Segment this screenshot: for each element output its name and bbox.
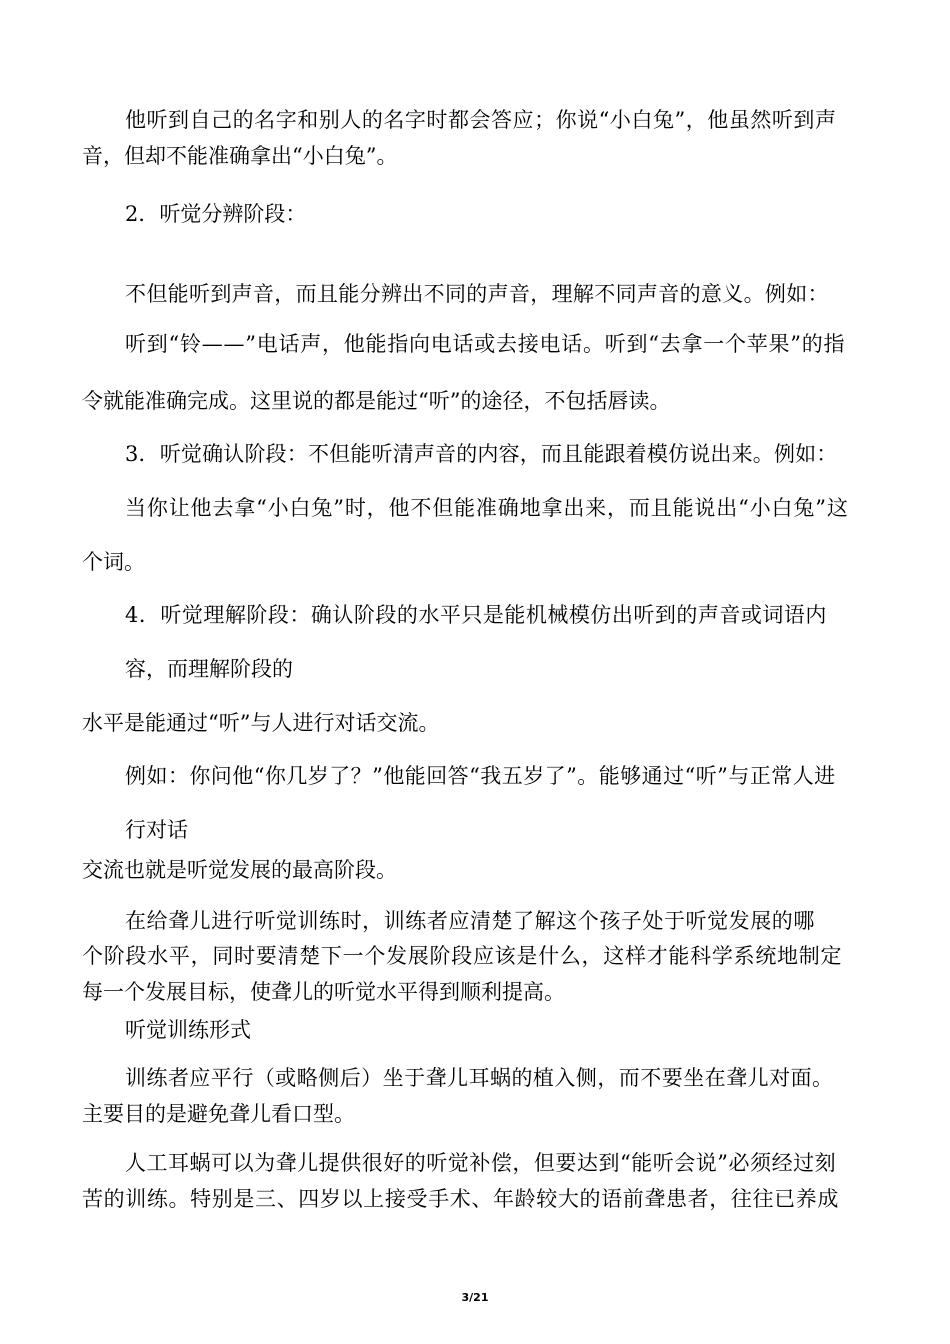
text-line: 个词。 <box>82 550 145 574</box>
text-line: 当你让他去拿“小白兔”时，他不但能准确地拿出来，而且能说出“小白兔”这 <box>125 496 849 520</box>
text-line: 交流也就是听觉发展的最高阶段。 <box>82 858 397 882</box>
text-line: 主要目的是避免聋儿看口型。 <box>82 1102 355 1126</box>
text-line: 人工耳蜗可以为聋儿提供很好的听觉补偿，但要达到“能听会说”必须经过刻 <box>125 1151 837 1175</box>
text-line: 例如：你问他“你几岁了？”他能回答“我五岁了”。能够通过“听”与正常人进 <box>125 764 836 788</box>
text-line: 个阶段水平，同时要清楚下一个发展阶段应该是什么，这样才能科学系统地制定 <box>82 944 843 968</box>
text-line: 行对话 <box>125 818 188 842</box>
text-line: 音，但却不能准确拿出“小白兔”。 <box>82 144 398 168</box>
section-heading: 3．听觉确认阶段：不但能听清声音的内容，而且能跟着模仿说出来。例如： <box>125 442 838 466</box>
text-line: 每一个发展目标，使聋儿的听觉水平得到顺利提高。 <box>82 980 565 1004</box>
section-heading: 2．听觉分辨阶段： <box>125 202 307 226</box>
text-line: 在给聋儿进行听觉训练时，训练者应清楚了解这个孩子处于听觉发展的哪 <box>125 909 815 933</box>
section-heading: 听觉训练形式 <box>125 1018 251 1042</box>
text-line: 不但能听到声音，而且能分辨出不同的声音，理解不同声音的意义。例如： <box>125 282 829 306</box>
text-line: 他听到自己的名字和别人的名字时都会答应；你说“小白兔”，他虽然听到声 <box>125 108 837 132</box>
text-line: 容，而理解阶段的 <box>125 657 293 681</box>
text-line: 听到“铃——”电话声，他能指向电话或去接电话。听到“去拿一个苹果”的指 <box>125 332 846 356</box>
text-line: 训练者应平行（或略侧后）坐于聋儿耳蜗的植入侧，而不要坐在聋儿对面。 <box>125 1066 834 1090</box>
section-heading: 4．听觉理解阶段：确认阶段的水平只是能机械模仿出听到的声音或词语内 <box>125 603 827 627</box>
text-line: 苦的训练。特别是三、四岁以上接受手术、年龄较大的语前聋患者，往往已养成 <box>82 1187 840 1211</box>
text-line: 水平是能通过“听”与人进行对话交流。 <box>82 711 440 735</box>
page-number: 3/21 <box>461 1291 489 1304</box>
text-line: 令就能准确完成。这里说的都是能过“听”的途径，不包括唇读。 <box>82 389 671 413</box>
